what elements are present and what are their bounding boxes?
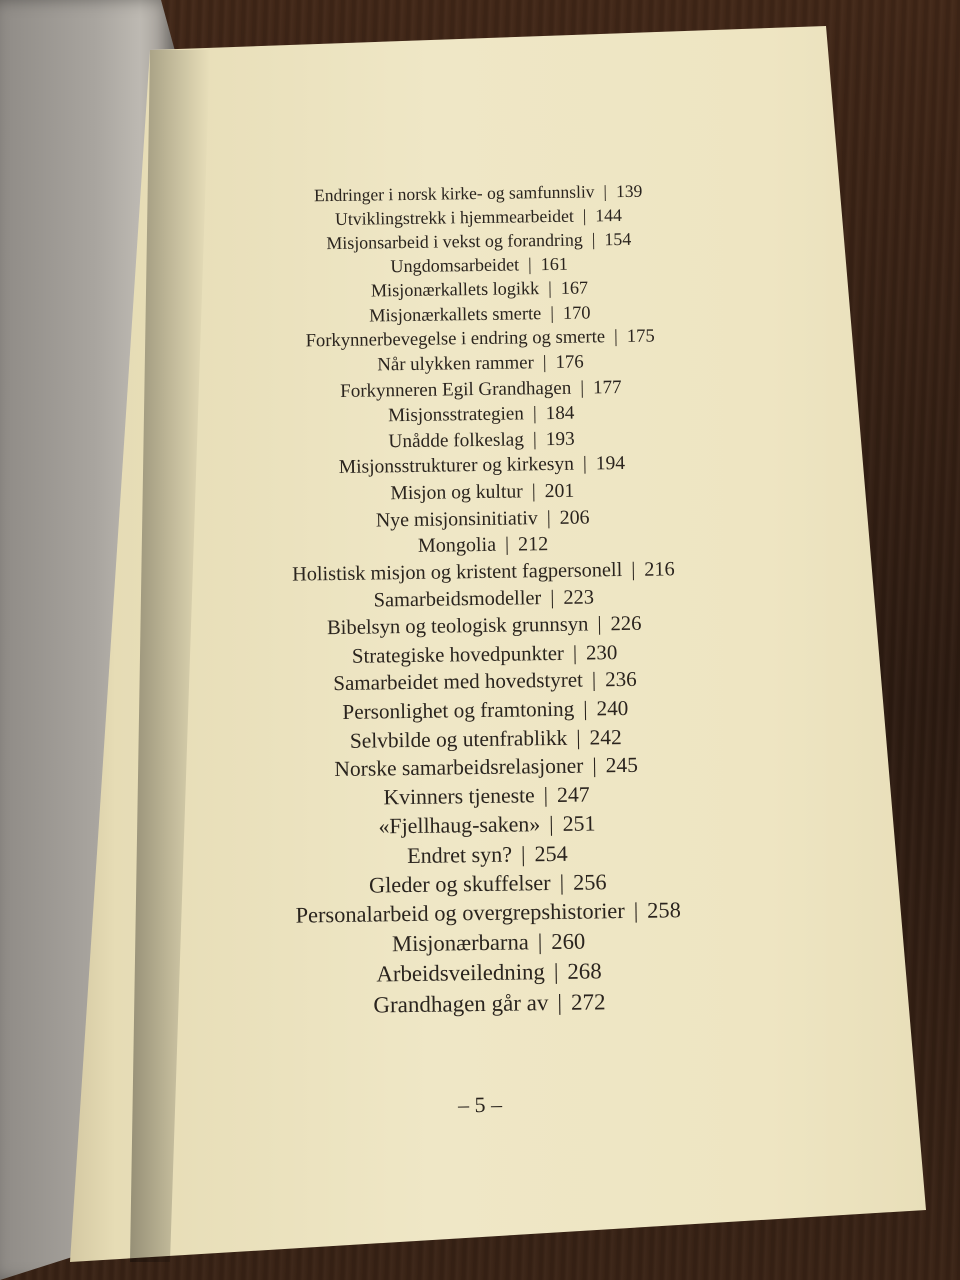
- toc-entry-page: 260: [551, 928, 586, 955]
- toc-entry-title: Misjonsarbeid i vekst og forandring: [326, 229, 583, 254]
- toc-entry-separator: |: [520, 840, 526, 866]
- toc-entry-title: Samarbeidet med hovedstyret: [333, 667, 584, 696]
- toc-entry-separator: |: [580, 377, 585, 399]
- toc-entry-title: Norske samarbeidsrelasjoner: [334, 753, 584, 781]
- toc-entry-title: Selvbilde og utenfrablikk: [349, 725, 568, 753]
- toc-entry-page: 240: [596, 696, 629, 721]
- toc-entry-title: Når ulykken rammer: [377, 352, 534, 376]
- toc-entry-title: Forkynnerbevegelse i endring og smerte: [305, 325, 606, 351]
- toc-entry-page: 175: [626, 325, 655, 347]
- toc-entry-separator: |: [633, 898, 639, 924]
- toc-entry-title: Misjonærbarna: [391, 929, 529, 957]
- toc-entry-separator: |: [613, 325, 618, 347]
- toc-entry-page: 223: [563, 586, 595, 609]
- toc-entry-page: 194: [595, 453, 626, 475]
- toc-entry-title: Personlighet og framtoning: [342, 697, 575, 725]
- toc-entry-title: Samarbeidsmodeller: [373, 587, 542, 612]
- toc-entry-separator: |: [537, 929, 543, 955]
- toc-entry-page: 254: [534, 840, 568, 866]
- toc-entry-page: 170: [562, 302, 591, 323]
- table-of-contents: [178, 178, 790, 1023]
- toc-entry-page: 268: [567, 958, 602, 985]
- toc-entry-separator: |: [547, 278, 552, 299]
- toc-entry-title: Kvinners tjeneste: [383, 782, 535, 809]
- toc-entry-title: Misjonsstrategien: [387, 403, 525, 427]
- toc-entry-title: Endringer i norsk kirke- og samfunnsliv: [313, 181, 595, 206]
- toc-entry-title: Arbeidsveiledning: [376, 959, 546, 987]
- toc-entry-title: Misjon og kultur: [390, 480, 523, 505]
- toc-entry-page: 161: [540, 253, 568, 275]
- toc-entry-separator: |: [583, 696, 588, 721]
- toc-entry-separator: |: [542, 352, 547, 374]
- toc-entry-title: Ungdomsarbeidet: [390, 254, 520, 277]
- toc-entry-page: 144: [595, 204, 623, 225]
- toc-entry-title: Holistisk misjon og kristent fagpersonell: [292, 559, 623, 586]
- toc-entry-page: 242: [589, 724, 622, 750]
- toc-entry-page: 272: [570, 988, 606, 1015]
- page-number: – 5 –: [457, 1091, 503, 1118]
- toc-entry-page: 176: [555, 351, 584, 374]
- toc-entry-title: Strategiske hovedpunkter: [351, 641, 565, 668]
- toc-entry-separator: |: [550, 586, 555, 610]
- toc-entry-separator: |: [603, 181, 608, 202]
- toc-entry-page: 184: [545, 402, 575, 424]
- toc-entry-separator: |: [532, 428, 537, 450]
- toc-entry-separator: |: [550, 302, 555, 323]
- toc-entry-page: 154: [604, 229, 632, 250]
- toc-entry-page: 247: [556, 782, 590, 807]
- toc-entry-page: 251: [562, 810, 596, 837]
- toc-entry-title: Personalarbeid og overgrepshistorier: [295, 898, 625, 929]
- toc-entry-separator: |: [597, 613, 602, 636]
- toc-entry-separator: |: [546, 506, 551, 529]
- toc-entry-page: 236: [604, 667, 637, 692]
- toc-entry-separator: |: [527, 254, 532, 275]
- toc-entry-page: 258: [647, 897, 681, 924]
- toc-entry-title: Unådde folkeslag: [388, 428, 525, 452]
- toc-entry-title: Grandhagen går av: [373, 989, 549, 1018]
- toc-entry-separator: |: [549, 811, 554, 837]
- toc-entry-title: Misjonærkallets smerte: [368, 302, 542, 326]
- toc-entry-separator: |: [592, 753, 597, 778]
- toc-entry-separator: |: [591, 667, 597, 692]
- toc-entry-separator: |: [572, 641, 578, 665]
- toc-entry-page: 245: [605, 752, 639, 778]
- toc-entry-title: Misjonsstrukturer og kirkesyn: [338, 454, 575, 479]
- toc-entry-separator: |: [631, 558, 636, 581]
- toc-entry-page: 226: [610, 612, 642, 636]
- toc-entry-page: 216: [644, 558, 675, 581]
- toc-entry-title: «Fjellhaug-saken»: [378, 811, 541, 839]
- toc-entry-page: 139: [615, 180, 643, 202]
- toc-entry-separator: |: [543, 782, 549, 807]
- toc-entry-title: Utviklingstrekk i hjemmearbeidet: [334, 205, 574, 229]
- toc-entry-title: Misjonærkallets logikk: [370, 278, 540, 301]
- toc-entry-title: Forkynneren Egil Grandhagen: [340, 377, 572, 402]
- toc-entry-separator: |: [582, 204, 587, 226]
- toc-entry-separator: |: [531, 480, 536, 503]
- toc-entry-title: Mongolia: [417, 533, 497, 558]
- toc-entry-page: 212: [517, 533, 549, 556]
- toc-entry-separator: |: [559, 869, 565, 895]
- toc-entry-page: 193: [545, 428, 575, 450]
- toc-entry-page: 206: [559, 506, 590, 529]
- toc-entry-page: 177: [592, 376, 622, 398]
- toc-entry-separator: |: [557, 989, 563, 1015]
- toc-entry-separator: |: [576, 725, 581, 750]
- toc-entry-page: 256: [572, 869, 607, 895]
- toc-entry-title: Endret syn?: [406, 841, 513, 868]
- toc-entry-title: Bibelsyn og teologisk grunnsyn: [326, 613, 589, 640]
- toc-entry-separator: |: [532, 403, 537, 425]
- toc-entry-page: 201: [544, 480, 575, 503]
- toc-entry-separator: |: [591, 229, 596, 250]
- toc-entry-page: 230: [585, 640, 618, 665]
- toc-entry-title: Gleder og skuffelser: [368, 869, 551, 898]
- toc-entry-separator: |: [504, 533, 510, 556]
- toc-entry-page: 167: [560, 277, 589, 299]
- toc-entry-title: Nye misjonsinitiativ: [375, 506, 538, 532]
- toc-entry-separator: |: [553, 959, 559, 985]
- toc-entry-separator: |: [582, 453, 587, 475]
